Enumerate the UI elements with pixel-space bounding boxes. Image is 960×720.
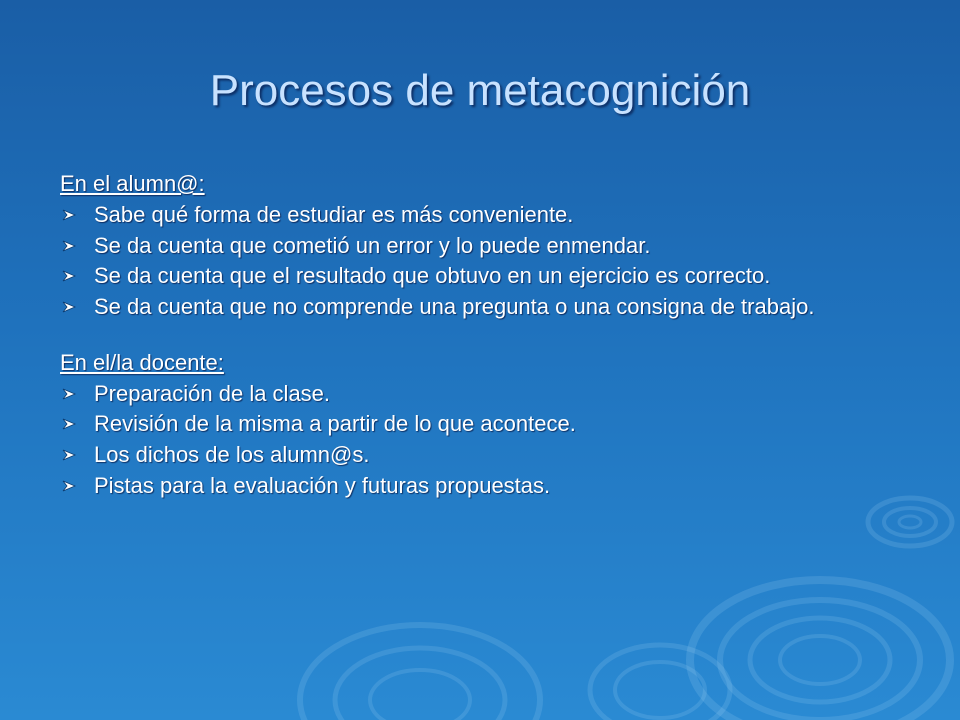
- list-item-text: Pistas para la evaluación y futuras propuestas.: [94, 472, 551, 498]
- arrowhead-bullet-icon: [62, 209, 76, 221]
- list-item: [60, 234, 900, 258]
- arrowhead-bullet-icon: [62, 301, 76, 313]
- bullet-list-teacher: [60, 382, 900, 498]
- slide-title: Procesos de metacognición: [209, 66, 751, 115]
- list-item: [60, 203, 900, 227]
- bullet-list-student: [60, 203, 900, 319]
- list-item: [60, 295, 900, 319]
- section-heading-teacher: En el/la docente:: [60, 349, 224, 375]
- arrowhead-bullet-icon: [62, 418, 76, 430]
- slide-content: [60, 172, 900, 505]
- list-item-text: Se da cuenta que no comprende una pregunta o una consigna de trabajo.: [94, 294, 815, 319]
- section-student: [60, 172, 900, 319]
- section-heading-student: En el alumn@:: [60, 171, 205, 196]
- list-item: [60, 474, 900, 498]
- arrowhead-bullet-icon: [62, 480, 76, 492]
- list-item: [60, 264, 900, 288]
- list-item-text: Sabe qué forma de estudiar es más conveniente.: [94, 201, 574, 227]
- list-item: [60, 382, 900, 406]
- arrowhead-bullet-icon: [62, 240, 76, 252]
- list-item-text: Se da cuenta que el resultado que obtuvo en un ejercicio es correcto.: [94, 263, 771, 289]
- list-item-text: Se da cuenta que cometió un error y lo puede enmendar.: [94, 232, 651, 258]
- arrowhead-bullet-icon: [62, 388, 76, 400]
- arrowhead-bullet-icon: [62, 449, 76, 461]
- section-teacher: [60, 351, 900, 498]
- arrowhead-bullet-icon: [62, 270, 76, 282]
- list-item-text: Preparación de la clase.: [94, 380, 331, 406]
- list-item-text: Revisión de la misma a partir de lo que acontece.: [94, 411, 576, 437]
- list-item: [60, 443, 900, 467]
- list-item-text: Los dichos de los alumn@s.: [94, 442, 370, 467]
- list-item: [60, 412, 900, 436]
